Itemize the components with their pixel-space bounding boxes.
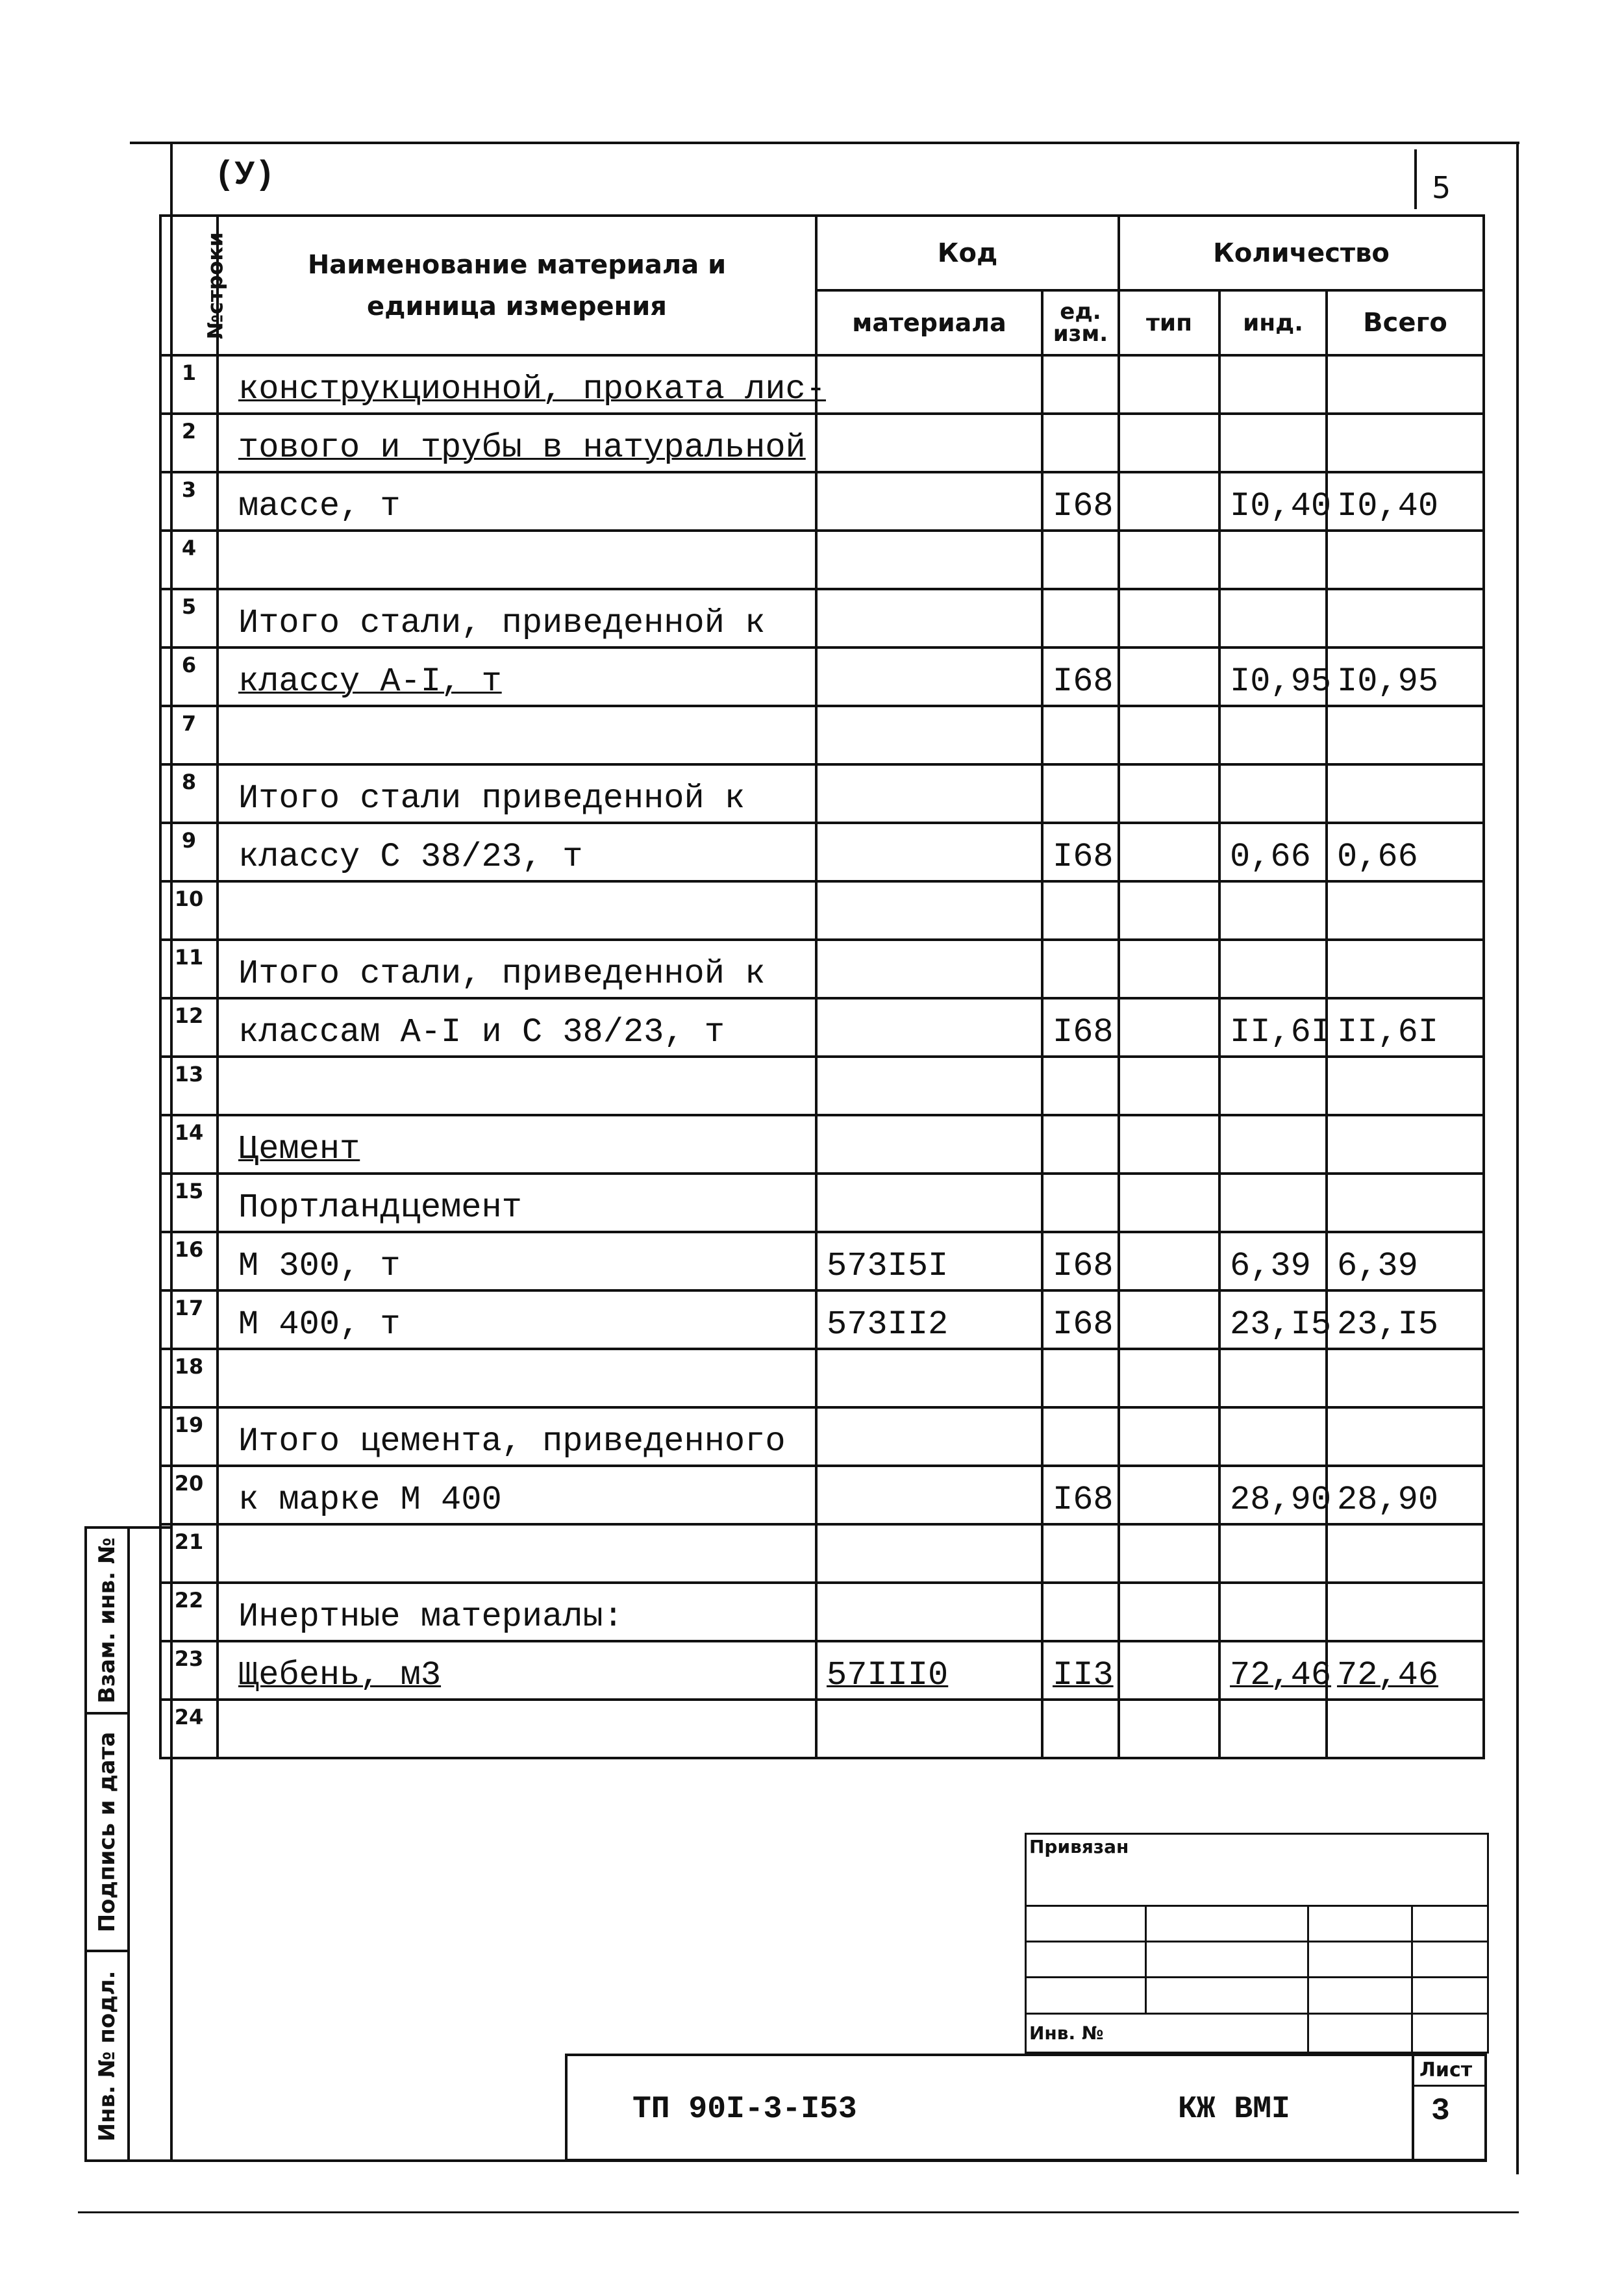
stamp-cell: [1308, 1978, 1412, 2013]
table-row: [160, 414, 1484, 472]
material-name-cell: Итого цемента, приведенного: [218, 1407, 816, 1466]
row-number-cell: 21: [160, 1524, 218, 1583]
quantity-ind-cell: [1219, 1583, 1327, 1641]
quantity-ind-cell: [1219, 589, 1327, 647]
quantity-ind-cell: 0,66: [1219, 823, 1327, 881]
quantity-ind-cell: 23,I5: [1219, 1290, 1327, 1349]
quantity-total-cell: 6,39: [1327, 1232, 1484, 1290]
material-name-cell: Портландцемент: [218, 1174, 816, 1232]
page-number-divider: [1414, 149, 1417, 209]
quantity-type-cell: [1119, 764, 1219, 823]
unit-code-cell: [1042, 1174, 1119, 1232]
column-code-group-header: Код: [816, 216, 1119, 290]
quantity-total-cell: 28,90: [1327, 1466, 1484, 1524]
stamp-cell: [1146, 1941, 1308, 1977]
stamp-inv-label: Инв. №: [1026, 2013, 1308, 2052]
row-number-cell: 19: [160, 1407, 218, 1466]
row-number-cell: 24: [160, 1700, 218, 1758]
material-code-cell: [816, 589, 1042, 647]
material-name-cell: [218, 706, 816, 764]
unit-code-cell: [1042, 1407, 1119, 1466]
material-name-cell: Инертные материалы:: [218, 1583, 816, 1641]
material-code-cell: [816, 1174, 1042, 1232]
material-code-cell: [816, 1407, 1042, 1466]
material-code-cell: [816, 647, 1042, 706]
row-number-cell: 12: [160, 998, 218, 1057]
unit-code-cell: [1042, 881, 1119, 940]
quantity-ind-cell: 28,90: [1219, 1466, 1327, 1524]
quantity-total-cell: I0,40: [1327, 472, 1484, 531]
material-code-cell: [816, 823, 1042, 881]
row-number-cell: 11: [160, 940, 218, 998]
material-code-cell: 573II2: [816, 1290, 1042, 1349]
quantity-total-cell: [1327, 940, 1484, 998]
stamp-cell: [1308, 1905, 1412, 1941]
material-code-cell: 573I5I: [816, 1232, 1042, 1290]
material-code-cell: [816, 940, 1042, 998]
header-marker: (У): [214, 156, 275, 194]
quantity-total-cell: [1327, 1057, 1484, 1115]
material-code-cell: [816, 355, 1042, 414]
stamp-cell: [1026, 1941, 1146, 1977]
column-qty-ind-header: инд.: [1219, 290, 1327, 355]
table-row: [160, 355, 1484, 414]
row-number-cell: 23: [160, 1641, 218, 1700]
quantity-total-cell: [1327, 1349, 1484, 1407]
set-code: КЖ ВМI: [1178, 2092, 1290, 2127]
quantity-total-cell: [1327, 764, 1484, 823]
table-row: [160, 1466, 1484, 1524]
quantity-ind-cell: [1219, 414, 1327, 472]
quantity-ind-cell: 72,46: [1219, 1641, 1327, 1700]
stamp-cell: [1308, 1941, 1412, 1977]
quantity-ind-cell: [1219, 1115, 1327, 1174]
column-name-header: Наименование материала и единица измерения: [218, 216, 816, 355]
quantity-type-cell: [1119, 647, 1219, 706]
quantity-ind-cell: [1219, 940, 1327, 998]
material-code-cell: [816, 998, 1042, 1057]
unit-code-cell: [1042, 1583, 1119, 1641]
quantity-total-cell: 23,I5: [1327, 1290, 1484, 1349]
quantity-type-cell: [1119, 1232, 1219, 1290]
quantity-ind-cell: II,6I: [1219, 998, 1327, 1057]
material-code-cell: [816, 1700, 1042, 1758]
quantity-total-cell: I0,95: [1327, 647, 1484, 706]
unit-code-cell: I68: [1042, 647, 1119, 706]
quantity-ind-cell: 6,39: [1219, 1232, 1327, 1290]
stamp-bound-label: Привязан: [1026, 1834, 1488, 1906]
row-number-cell: 16: [160, 1232, 218, 1290]
table-row: [160, 1524, 1484, 1583]
quantity-ind-cell: [1219, 1524, 1327, 1583]
unit-code-cell: I68: [1042, 472, 1119, 531]
quantity-total-cell: [1327, 1524, 1484, 1583]
table-row: [160, 998, 1484, 1057]
column-code-material-header: материала: [816, 290, 1042, 355]
unit-code-cell: [1042, 764, 1119, 823]
material-name-cell: [218, 1057, 816, 1115]
row-number-cell: 15: [160, 1174, 218, 1232]
quantity-type-cell: [1119, 823, 1219, 881]
binding-stamp: [1025, 1833, 1487, 2054]
quantity-type-cell: [1119, 1115, 1219, 1174]
table-row: [160, 940, 1484, 998]
table-row: [160, 1232, 1484, 1290]
table-row: [160, 764, 1484, 823]
quantity-ind-cell: [1219, 355, 1327, 414]
table-row: [160, 472, 1484, 531]
row-number-cell: 17: [160, 1290, 218, 1349]
quantity-type-cell: [1119, 1583, 1219, 1641]
margin-signature-date-cell: Подпись и дата: [84, 1712, 130, 1952]
quantity-ind-cell: [1219, 1349, 1327, 1407]
material-code-cell: [816, 764, 1042, 823]
quantity-type-cell: [1119, 1700, 1219, 1758]
table-row: [160, 706, 1484, 764]
unit-code-cell: II3: [1042, 1641, 1119, 1700]
column-row-number-header: №строки: [160, 216, 218, 355]
material-name-cell: М 400, т: [218, 1290, 816, 1349]
top-rule: [130, 142, 1519, 144]
unit-code-cell: I68: [1042, 1466, 1119, 1524]
quantity-type-cell: [1119, 1057, 1219, 1115]
stamp-cell: [1412, 1941, 1488, 1977]
column-code-unit-header: ед. изм.: [1042, 290, 1119, 355]
quantity-total-cell: [1327, 1700, 1484, 1758]
table-row: [160, 1174, 1484, 1232]
material-name-cell: к марке М 400: [218, 1466, 816, 1524]
unit-code-cell: I68: [1042, 1232, 1119, 1290]
quantity-ind-cell: [1219, 1057, 1327, 1115]
material-name-cell: тового и трубы в натуральной: [218, 414, 816, 472]
material-name-cell: массе, т: [218, 472, 816, 531]
quantity-total-cell: 72,46: [1327, 1641, 1484, 1700]
quantity-ind-cell: [1219, 764, 1327, 823]
unit-code-cell: [1042, 414, 1119, 472]
unit-code-cell: I68: [1042, 1290, 1119, 1349]
quantity-type-cell: [1119, 998, 1219, 1057]
quantity-ind-cell: [1219, 531, 1327, 589]
quantity-ind-cell: I0,95: [1219, 647, 1327, 706]
row-number-cell: 3: [160, 472, 218, 531]
spec-table-body: [160, 355, 1484, 1758]
table-row: [160, 1115, 1484, 1174]
row-number-cell: 18: [160, 1349, 218, 1407]
material-code-cell: [816, 1466, 1042, 1524]
table-row: [160, 1349, 1484, 1407]
table-row: [160, 1057, 1484, 1115]
quantity-type-cell: [1119, 589, 1219, 647]
material-code-cell: [816, 414, 1042, 472]
table-row: [160, 647, 1484, 706]
table-row: [160, 823, 1484, 881]
page-number: 5: [1432, 170, 1451, 205]
unit-code-cell: [1042, 940, 1119, 998]
row-number-cell: 22: [160, 1583, 218, 1641]
unit-code-cell: [1042, 1524, 1119, 1583]
material-name-cell: М 300, т: [218, 1232, 816, 1290]
material-code-cell: [816, 472, 1042, 531]
stamp-cell: [1026, 1978, 1146, 2013]
title-block: [565, 2054, 1487, 2161]
material-code-cell: [816, 1057, 1042, 1115]
material-name-cell: [218, 531, 816, 589]
quantity-total-cell: [1327, 1115, 1484, 1174]
material-name-cell: Щебень, м3: [218, 1641, 816, 1700]
unit-code-cell: [1042, 355, 1119, 414]
material-name-cell: Цемент: [218, 1115, 816, 1174]
quantity-type-cell: [1119, 1466, 1219, 1524]
material-name-cell: Итого стали, приведенной к: [218, 589, 816, 647]
unit-code-cell: [1042, 1700, 1119, 1758]
sheet-cell-divider-h: [1412, 2085, 1487, 2087]
margin-replacement-inventory-cell: Взам. инв. №: [84, 1526, 130, 1715]
row-number-cell: 9: [160, 823, 218, 881]
quantity-type-cell: [1119, 1290, 1219, 1349]
stamp-cell: [1146, 1905, 1308, 1941]
row-number-cell: 7: [160, 706, 218, 764]
material-name-cell: Итого стали, приведенной к: [218, 940, 816, 998]
quantity-total-cell: [1327, 1174, 1484, 1232]
stamp-cell: [1146, 1978, 1308, 2013]
material-code-cell: [816, 706, 1042, 764]
quantity-type-cell: [1119, 355, 1219, 414]
table-row: [160, 1583, 1484, 1641]
material-code-cell: [816, 531, 1042, 589]
material-code-cell: [816, 1115, 1042, 1174]
unit-code-cell: I68: [1042, 823, 1119, 881]
sheet-number: 3: [1431, 2094, 1450, 2129]
stamp-cell: [1412, 2013, 1488, 2052]
table-row: [160, 1290, 1484, 1349]
material-code-cell: [816, 1583, 1042, 1641]
stamp-cell: [1026, 1905, 1146, 1941]
column-qty-total-header: Всего: [1327, 290, 1484, 355]
margin-original-inventory-cell: Инв. № подл.: [84, 1950, 130, 2162]
material-name-cell: [218, 1524, 816, 1583]
quantity-total-cell: [1327, 706, 1484, 764]
stamp-cell: [1412, 1905, 1488, 1941]
row-number-cell: 14: [160, 1115, 218, 1174]
material-name-cell: классу А-I, т: [218, 647, 816, 706]
quantity-type-cell: [1119, 1174, 1219, 1232]
row-number-cell: 13: [160, 1057, 218, 1115]
quantity-total-cell: [1327, 1583, 1484, 1641]
material-name-cell: Итого стали приведенной к: [218, 764, 816, 823]
quantity-ind-cell: I0,40: [1219, 472, 1327, 531]
quantity-total-cell: [1327, 589, 1484, 647]
column-qty-type-header: тип: [1119, 290, 1219, 355]
bottom-rule: [78, 2211, 1519, 2213]
table-row: [160, 881, 1484, 940]
material-name-cell: [218, 1349, 816, 1407]
stamp-cell: [1412, 1978, 1488, 2013]
row-number-cell: 6: [160, 647, 218, 706]
table-row: [160, 531, 1484, 589]
quantity-ind-cell: [1219, 1174, 1327, 1232]
quantity-total-cell: 0,66: [1327, 823, 1484, 881]
quantity-total-cell: [1327, 414, 1484, 472]
row-number-cell: 10: [160, 881, 218, 940]
quantity-type-cell: [1119, 940, 1219, 998]
quantity-type-cell: [1119, 414, 1219, 472]
material-name-cell: [218, 881, 816, 940]
unit-code-cell: [1042, 706, 1119, 764]
quantity-type-cell: [1119, 1524, 1219, 1583]
quantity-total-cell: [1327, 1407, 1484, 1466]
table-row: [160, 589, 1484, 647]
quantity-total-cell: [1327, 355, 1484, 414]
row-number-cell: 8: [160, 764, 218, 823]
quantity-ind-cell: [1219, 881, 1327, 940]
quantity-ind-cell: [1219, 706, 1327, 764]
material-name-cell: классу С 38/23, т: [218, 823, 816, 881]
quantity-type-cell: [1119, 531, 1219, 589]
unit-code-cell: [1042, 1349, 1119, 1407]
material-name-cell: [218, 1700, 816, 1758]
unit-code-cell: [1042, 531, 1119, 589]
material-name-cell: конструкционной, проката лис-: [218, 355, 816, 414]
table-row: [160, 1641, 1484, 1700]
quantity-ind-cell: [1219, 1407, 1327, 1466]
material-name-cell: классам А-I и С 38/23, т: [218, 998, 816, 1057]
row-number-cell: 20: [160, 1466, 218, 1524]
row-number-cell: 4: [160, 531, 218, 589]
row-number-cell: 5: [160, 589, 218, 647]
quantity-type-cell: [1119, 881, 1219, 940]
row-number-cell: 2: [160, 414, 218, 472]
quantity-type-cell: [1119, 1407, 1219, 1466]
sheet-label: Лист: [1419, 2059, 1473, 2081]
frame-right: [1516, 142, 1519, 2174]
table-row: [160, 1700, 1484, 1758]
document-code: ТП 90I-3-I53: [632, 2092, 857, 2127]
row-number-cell: 1: [160, 355, 218, 414]
quantity-type-cell: [1119, 472, 1219, 531]
column-quantity-group-header: Количество: [1119, 216, 1484, 290]
unit-code-cell: [1042, 1057, 1119, 1115]
quantity-type-cell: [1119, 1349, 1219, 1407]
unit-code-cell: [1042, 589, 1119, 647]
quantity-type-cell: [1119, 1641, 1219, 1700]
margin-strip-inner: [127, 1526, 173, 2162]
material-code-cell: [816, 1524, 1042, 1583]
spec-table: [159, 214, 1485, 1759]
table-row: [160, 1407, 1484, 1466]
quantity-type-cell: [1119, 706, 1219, 764]
material-code-cell: 57III0: [816, 1641, 1042, 1700]
unit-code-cell: I68: [1042, 998, 1119, 1057]
quantity-total-cell: II,6I: [1327, 998, 1484, 1057]
unit-code-cell: [1042, 1115, 1119, 1174]
quantity-total-cell: [1327, 881, 1484, 940]
quantity-total-cell: [1327, 531, 1484, 589]
sheet-cell-divider: [1412, 2056, 1414, 2161]
material-code-cell: [816, 881, 1042, 940]
stamp-cell: [1308, 2013, 1412, 2052]
material-code-cell: [816, 1349, 1042, 1407]
quantity-ind-cell: [1219, 1700, 1327, 1758]
